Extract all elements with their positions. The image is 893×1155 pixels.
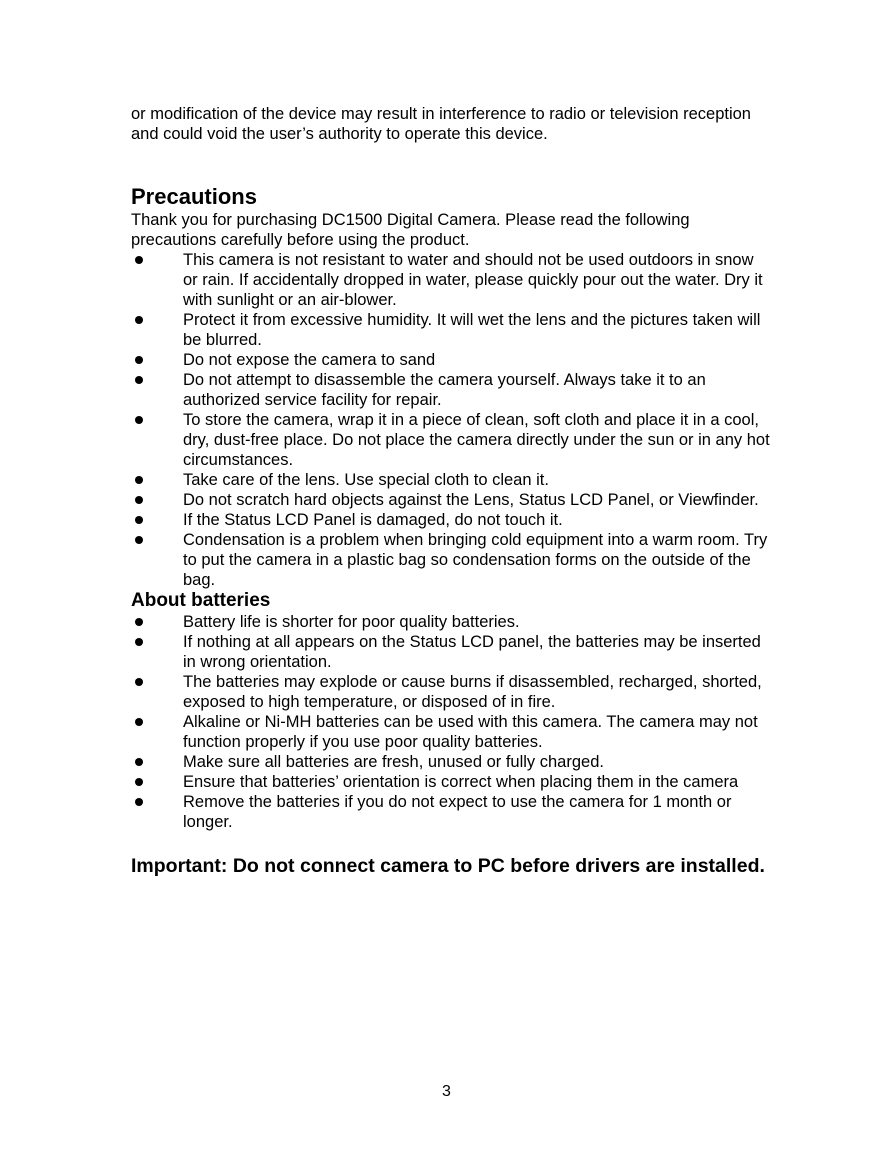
list-item-text: If nothing at all appears on the Status LCD panel, the batteries may be inserted in wrong orientation. (183, 633, 761, 671)
list-item (131, 530, 771, 590)
precautions-lead: Thank you for purchasing DC1500 Digital Camera. Please read the following precautions carefully before using the product. (131, 211, 690, 249)
list-item-text: If the Status LCD Panel is damaged, do not touch it. (183, 511, 563, 529)
list-item (131, 370, 771, 410)
bullet-icon (135, 476, 143, 484)
list-item-text: Do not expose the camera to sand (183, 351, 436, 369)
list-item-text: Take care of the lens. Use special cloth to clean it. (183, 471, 549, 489)
list-item (131, 612, 771, 632)
precautions-heading: Precautions (131, 184, 257, 209)
list-item-text: Battery life is shorter for poor quality batteries. (183, 613, 520, 631)
bullet-icon (135, 256, 143, 264)
list-item-text: The batteries may explode or cause burns if disassembled, recharged, shorted, exposed to high temperature, or disposed of in fire. (183, 673, 762, 711)
important-note: Important: Do not connect camera to PC before drivers are installed. (131, 855, 765, 877)
batteries-heading: About batteries (131, 590, 271, 611)
list-item-text: Make sure all batteries are fresh, unused or fully charged. (183, 753, 604, 771)
list-item-text: To store the camera, wrap it in a piece of clean, soft cloth and place it in a cool, dry, dust-free place. Do not place the camera directly under the sun or in any hot circumstances. (183, 411, 770, 469)
list-item (131, 410, 771, 470)
list-item-text: Alkaline or Ni-MH batteries can be used with this camera. The camera may not function properly if you use poor quality batteries. (183, 713, 758, 751)
list-item-text: This camera is not resistant to water and should not be used outdoors in snow or rain. If accidentally dropped in water, please quickly pour out the water. Dry it with sunlight or an air-blower. (183, 251, 763, 309)
bullet-icon (135, 678, 143, 686)
list-item (131, 752, 771, 772)
batteries-list (131, 612, 771, 832)
list-item-text: Do not attempt to disassemble the camera yourself. Always take it to an authorized service facility for repair. (183, 371, 706, 409)
bullet-icon (135, 376, 143, 384)
list-item (131, 250, 771, 310)
bullet-icon (135, 618, 143, 626)
bullet-icon (135, 638, 143, 646)
list-item (131, 672, 771, 712)
bullet-icon (135, 778, 143, 786)
list-item-text: Ensure that batteries’ orientation is correct when placing them in the camera (183, 773, 739, 791)
list-item (131, 510, 771, 530)
list-item (131, 772, 771, 792)
list-item (131, 632, 771, 672)
bullet-icon (135, 516, 143, 524)
bullet-icon (135, 356, 143, 364)
bullet-icon (135, 416, 143, 424)
list-item (131, 310, 771, 350)
list-item-text: Condensation is a problem when bringing cold equipment into a warm room. Try to put the camera in a plastic bag so condensation forms on the outside of the bag. (183, 531, 768, 589)
document-page (131, 104, 771, 879)
bullet-icon (135, 718, 143, 726)
precautions-list (131, 250, 771, 590)
bullet-icon (135, 798, 143, 806)
list-item-text: Remove the batteries if you do not expect to use the camera for 1 month or longer. (183, 793, 732, 831)
bullet-icon (135, 316, 143, 324)
bullet-icon (135, 758, 143, 766)
list-item (131, 470, 771, 490)
list-item (131, 350, 771, 370)
list-item (131, 792, 771, 832)
list-item-text: Protect it from excessive humidity. It will wet the lens and the pictures taken will be blurred. (183, 311, 761, 349)
page-number: 3 (442, 1083, 451, 1100)
list-item (131, 490, 771, 510)
bullet-icon (135, 496, 143, 504)
list-item (131, 712, 771, 752)
intro-paragraph: or modification of the device may result in interference to radio or television reception and could void the user’s authority to operate this device. (131, 105, 751, 143)
bullet-icon (135, 536, 143, 544)
list-item-text: Do not scratch hard objects against the Lens, Status LCD Panel, or Viewfinder. (183, 491, 759, 509)
